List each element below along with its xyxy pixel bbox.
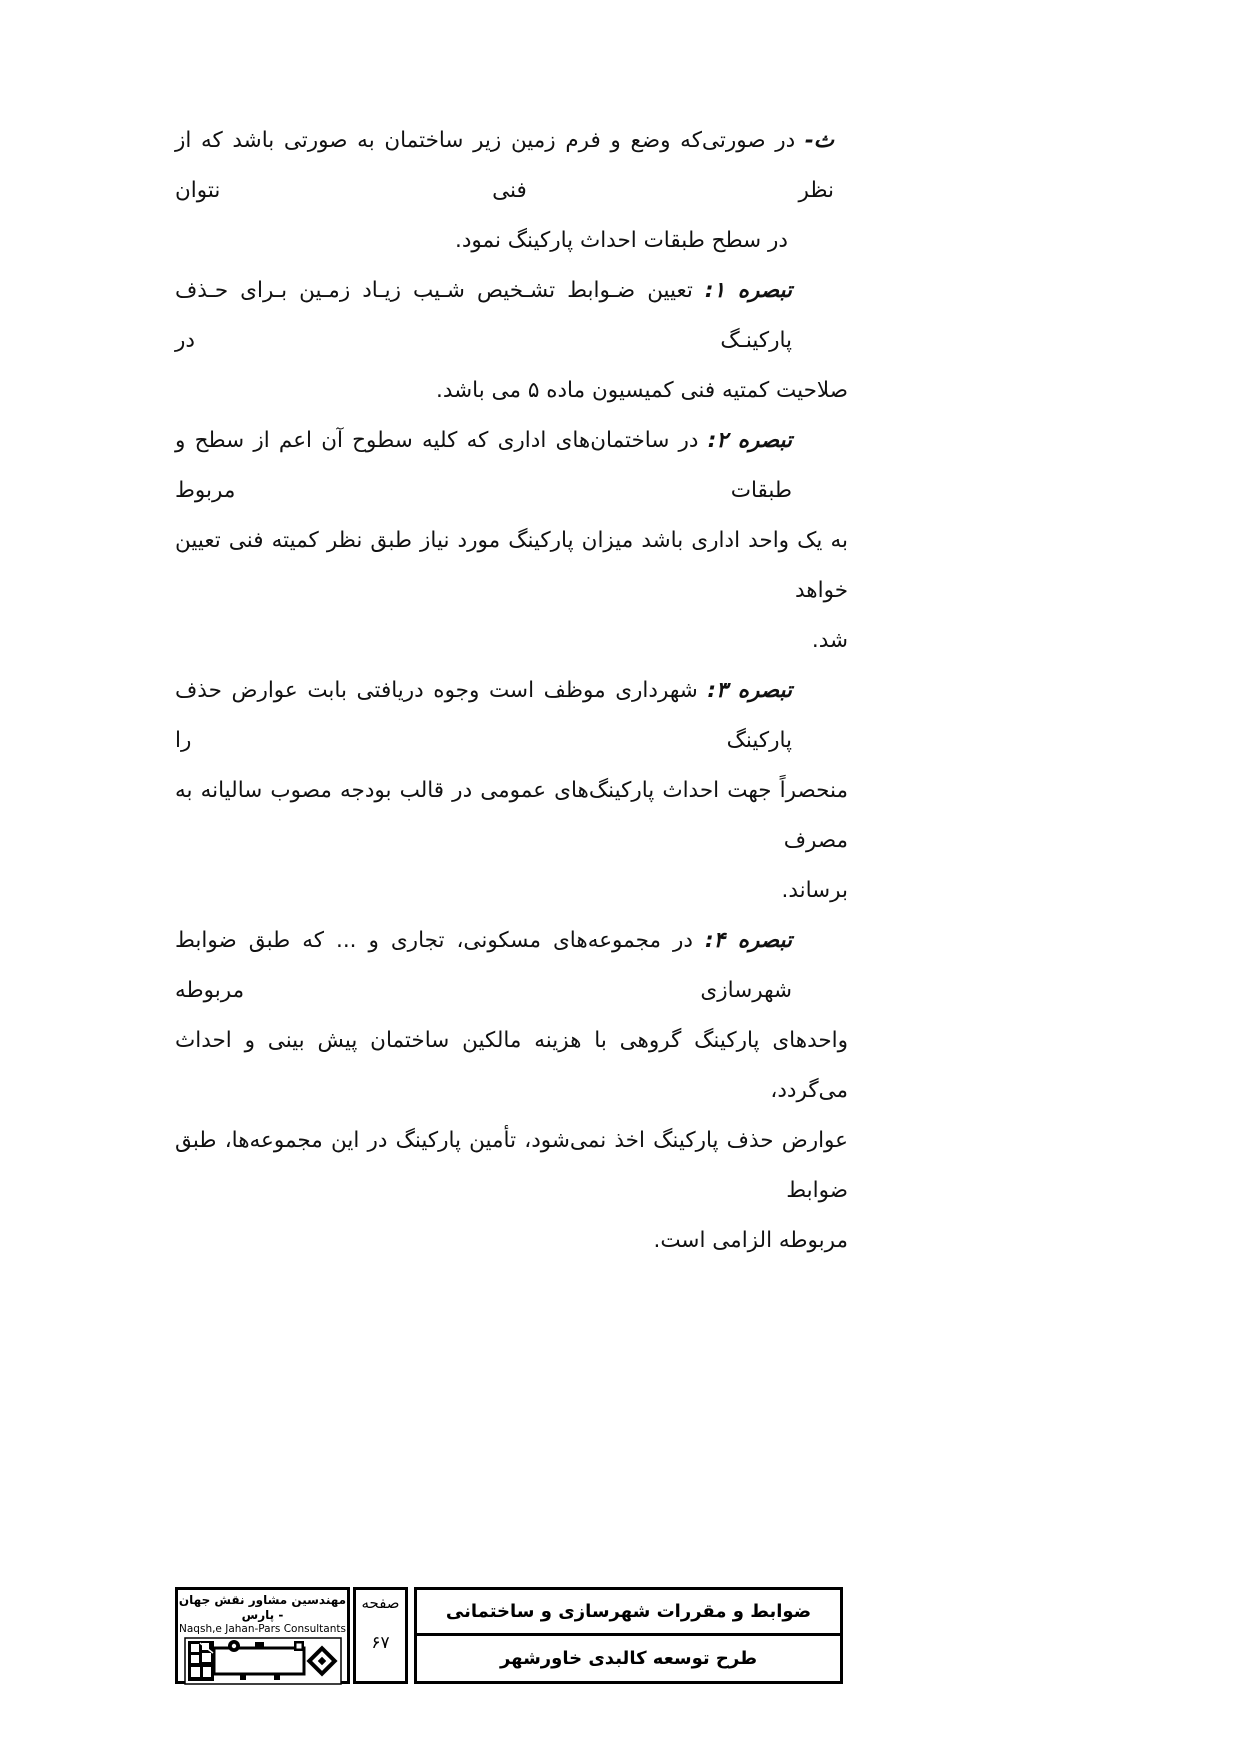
note-3-line-1	[175, 666, 848, 766]
note-1-line-2	[175, 366, 848, 416]
firm-name-en: Naqsh,e Jahan-Pars Consultants	[179, 1623, 346, 1635]
note-4-line-3	[175, 1116, 848, 1216]
page-number-box	[353, 1587, 408, 1684]
line-text: برساند.	[781, 878, 848, 903]
line-text: مربوطه الزامی است.	[653, 1228, 848, 1253]
note-1-line-1	[175, 266, 848, 366]
note-4-line-4	[175, 1216, 848, 1266]
line-text: در صورتی‌که وضع و فرم زمین زیر ساختمان به صورتی باشد که از نظر فنی نتوان	[175, 128, 834, 203]
paragraph-th-line-1	[175, 116, 848, 216]
document-body	[175, 116, 848, 1266]
line-text: در ساختمان‌های اداری که کلیه سطوح آن اعم از سطح و طبقات مربوط	[175, 428, 792, 503]
line-text: عوارض حذف پارکینگ اخذ نمی‌شود، تأمین پارکینگ در این مجموعه‌ها، طبق ضوابط	[175, 1128, 848, 1203]
consultant-firm-box	[175, 1587, 350, 1684]
note-2-line-3	[175, 616, 848, 666]
page-number: ۶۷	[371, 1633, 390, 1653]
firm-name-fa: مهندسین مشاور نقش جهان - پارس	[178, 1593, 347, 1622]
note-2-label: تبصره ۲:	[707, 428, 792, 453]
line-text: به یک واحد اداری باشد میزان پارکینگ مورد نیاز طبق نظر کمیته فنی تعیین خواهد	[175, 528, 848, 603]
page-label: صفحه	[361, 1594, 400, 1612]
note-3-line-2	[175, 766, 848, 866]
document-title-row1: ضوابط و مقررات شهرسازی و ساختمانی	[417, 1590, 840, 1636]
note-2-line-1	[175, 416, 848, 516]
paragraph-th-line-2	[175, 216, 848, 266]
note-4-line-1	[175, 916, 848, 1016]
line-text: شد.	[811, 628, 848, 653]
line-text: شهرداری موظف است وجوه دریافتی بابت عوارض حذف پارکینگ را	[175, 678, 792, 753]
note-1-label: تبصره ۱:	[704, 278, 792, 303]
line-text: واحدهای پارکینگ گروهی با هزینه مالکین ساختمان پیش بینی و احداث می‌گردد،	[175, 1028, 848, 1103]
line-text: منحصراً جهت احداث پارکینگ‌های عمومی در قالب بودجه مصوب سالیانه به مصرف	[175, 778, 848, 853]
naqsh-e-jahan-square-plan-icon	[178, 1637, 347, 1689]
line-text: در سطح طبقات احداث پارکینگ نمود.	[455, 228, 788, 253]
line-text: تعیین ضـوابط تشـخیص شـیب زیـاد زمـین بـرای حـذف پارکینـگ در	[175, 278, 792, 353]
note-2-line-2	[175, 516, 848, 616]
item-marker: ث-	[804, 128, 834, 153]
note-4-line-2	[175, 1016, 848, 1116]
note-3-label: تبصره ۳:	[707, 678, 792, 703]
note-4-label: تبصره ۴:	[704, 928, 792, 953]
line-text: صلاحیت کمتیه فنی کمیسیون ماده ۵ می باشد.	[436, 378, 848, 403]
document-title-box	[414, 1587, 843, 1684]
line-text: در مجموعه‌های مسکونی، تجاری و ... که طبق ضوابط شهرسازی مربوطه	[175, 928, 792, 1003]
note-3-line-3	[175, 866, 848, 916]
document-title-row2: طرح توسعه کالبدی خاورشهر	[499, 1648, 758, 1669]
